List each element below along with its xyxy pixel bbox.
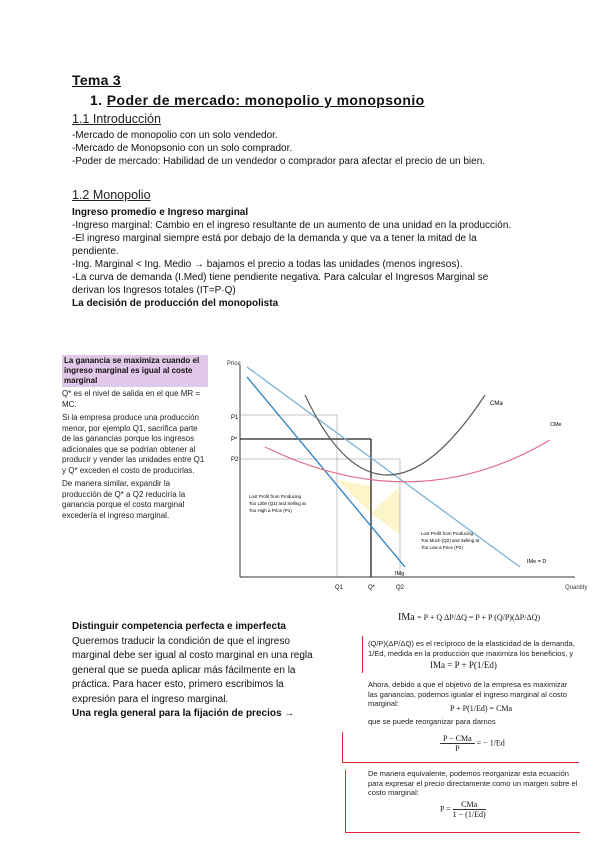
qstar-label: Q* [368, 585, 376, 591]
sidebar-p2: Si la empresa produce una producción menor, por ejemplo Q1, sacrifica parte de las ganancias porque los ingresos adicionales que se podrían obtener al producir y vender las unidades entre Q1 y Q* exceden el costo de producirlas. [62, 413, 205, 475]
topic-title: Tema 3 [72, 72, 122, 88]
section-heading [90, 92, 425, 108]
f4-rhs: = − 1/Ed [476, 738, 505, 748]
bottom-paragraph: Queremos traducir la condición de que el ingreso marginal debe ser igual al costo marginal en una regla general que se pueda aplicar más fácilmente en la práctica. Para hacer esto, primero escribimos la expresión para el ingreso marginal. [72, 635, 313, 705]
formula-4 [440, 734, 505, 753]
f1-rhs: = P + Q ΔP/ΔQ = P + P (Q/P)(ΔP/ΔQ) [417, 613, 541, 622]
right-note-1: Lost Profit from Producing [421, 531, 474, 536]
f5-den: 1 − (1/Ed) [452, 810, 486, 819]
quantity-label: Quantity [565, 585, 588, 591]
lost-profit-right [371, 486, 400, 535]
formula-1 [398, 612, 540, 623]
marginal-revenue-curve [247, 377, 405, 567]
monopoly-line: -La curva de demanda (I.Med) tiene pendiente negativa. Para calcular el Ingresos Marginal se derivan los Ingresos totales (IT=P·Q) [72, 272, 489, 296]
section-title: Poder de mercado: monopolio y monopsonio [106, 92, 425, 108]
monopoly-chart [225, 355, 595, 595]
lost-profit-left [337, 480, 371, 513]
f4-num: P − CMa [440, 734, 475, 744]
note-2: Ahora, debido a que el objetivo de la empresa es maximizar las ganancias, podemos igualar el ingreso marginal al costo marginal: [368, 680, 568, 708]
sidebar-notes [62, 355, 208, 521]
demand-curve [247, 367, 520, 567]
marginal-cost-curve [305, 395, 485, 475]
q2-label: Q2 [396, 585, 405, 591]
intro-text [72, 129, 522, 168]
sidebar-p3: De manera similar, expandir la producción de Q* a Q2 reduciría la ganancia porque el costo marginal excedería el ingreso marginal. [62, 479, 186, 520]
note-3: que se puede reorganizar para darnos [368, 717, 496, 726]
monopoly-line: -El ingreso marginal siempre está por debajo de la demanda y que va a tener la mitad de la pendiente. [72, 233, 477, 257]
formula-2: IMa = P + P(1/Ed) [430, 660, 497, 670]
pricing-rule-heading: Una regla general para la fijación de precios → [72, 708, 295, 719]
p1-label: P1 [231, 415, 239, 421]
decision-heading: La decisión de producción del monopolista [72, 298, 279, 309]
monopoly-line: -Ingreso marginal: Cambio en el ingreso resultante de un aumento de una unidad en la producción. [72, 220, 512, 231]
left-note-2: Too Little (Q1) and Selling at [249, 501, 306, 506]
sidebar-p1: Q* es el nivel de salida en el que MR = MC. [62, 389, 201, 409]
intro-line: -Mercado de Monopsonio con un solo comprador. [72, 143, 293, 154]
right-note-2: Too Much (Q2) and Selling at [421, 538, 480, 543]
f5-lhs: P = [440, 804, 451, 814]
bottom-text [72, 620, 324, 722]
note-4: De manera equivalente, podemos reorganizar esta ecuación para expresar el precio directamente como un margen sobre el costo marginal: [368, 769, 578, 797]
p2-label: P2 [231, 457, 239, 463]
monopoly-text [72, 206, 522, 310]
highlight-box: La ganancia se maximiza cuando el ingreso marginal es igual al coste marginal [62, 355, 208, 387]
pstar-label: P* [231, 437, 238, 443]
f4-den: P [455, 744, 460, 753]
cma-label: CMa [490, 401, 503, 407]
formula-5 [440, 800, 486, 819]
formula-3: P + P(1/Ed) = CMa [450, 704, 513, 713]
intro-line: -Mercado de monopolio con un solo vendedor. [72, 130, 278, 141]
f5-num: CMa [453, 800, 486, 810]
bottom-title: Distinguir competencia perfecta e imperfecta [72, 621, 286, 632]
monopoly-heading: 1.2 Monopolio [72, 188, 151, 202]
img-label: IMg [395, 571, 405, 577]
section-number: 1. [90, 92, 103, 108]
price-label: Price [227, 361, 241, 367]
cme-label: CMe [550, 422, 562, 428]
right-note-3: Too Low a Price (P2) [421, 545, 463, 550]
left-note-1: Lost Profit from Producing [249, 494, 302, 499]
average-cost-curve [265, 440, 550, 482]
left-note-3: Too High a Price (P1) [249, 508, 292, 513]
subheading: Ingreso promedio e Ingreso marginal [72, 207, 249, 218]
q1-label: Q1 [335, 585, 344, 591]
intro-heading: 1.1 Introducción [72, 112, 161, 126]
note-1: (Q/P)(ΔP/ΔQ) es el recíproco de la elasticidad de la demanda, 1/Ed, medida en la producción que maximiza los beneficios, y [368, 639, 575, 658]
demand-label: IMe = D [527, 559, 547, 565]
f1-lhs: IMa [398, 612, 415, 623]
monopoly-line: -Ing. Marginal < Ing. Medio → bajamos el precio a todas las unidades (menos ingresos). [72, 259, 463, 270]
intro-line: -Poder de mercado: Habilidad de un vendedor o comprador para afectar el precio de un bien. [72, 156, 486, 167]
